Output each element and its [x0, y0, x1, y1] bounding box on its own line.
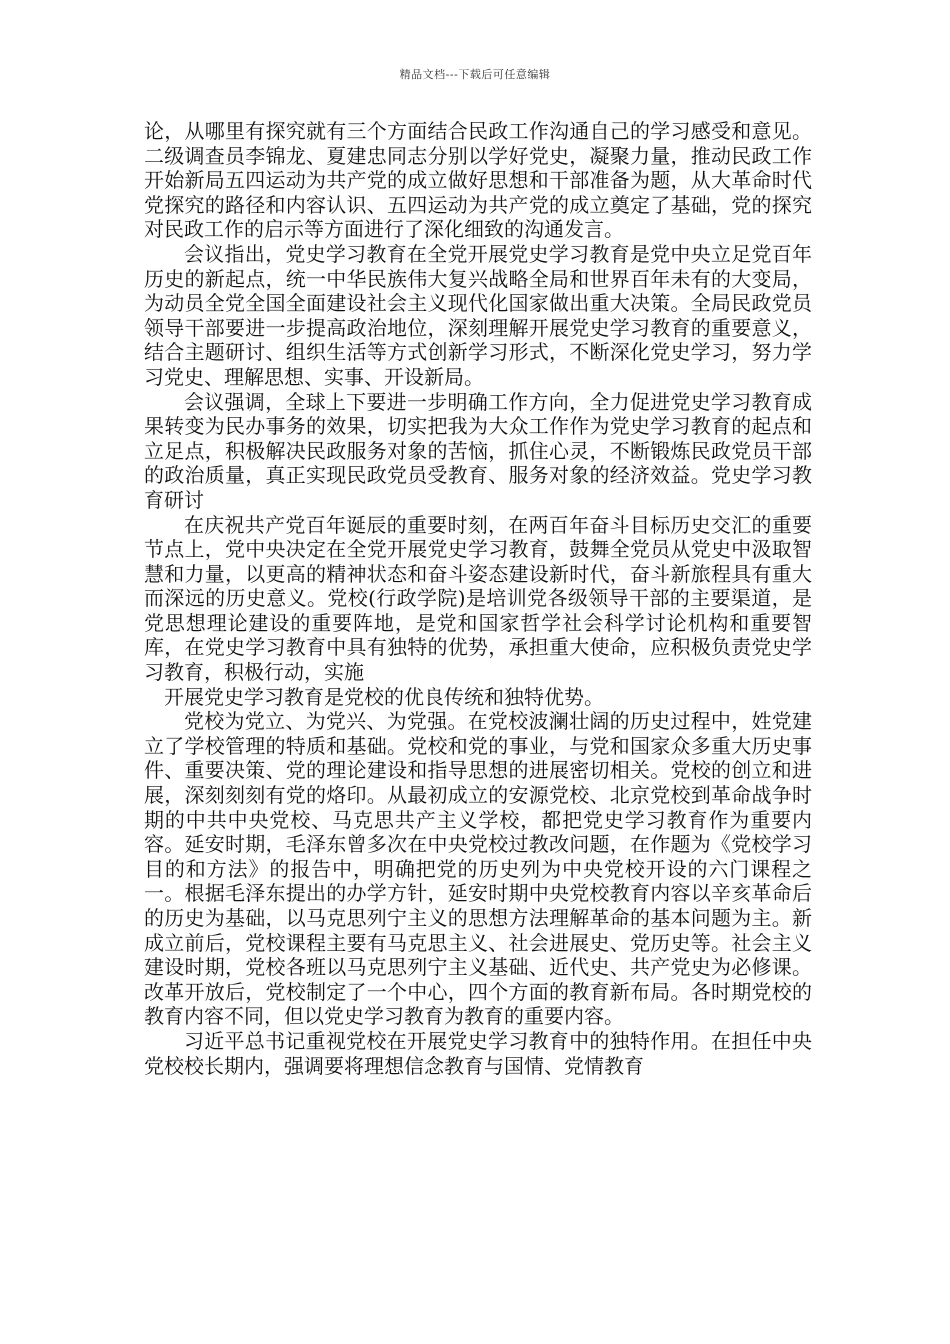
page-header: 精品文档---下载后可任意编辑: [399, 68, 551, 81]
document-body: [144, 119, 812, 1078]
paragraph-3: 会议强调，全球上下要进一步明确工作方向，全力促进党史学习教育成果转变为民办事务的效果，切实把我为大众工作作为党史学习教育的起点和立足点，积极解决民政服务对象的苦恼，抓住心灵，不断锻炼民政党员干部的政治质量，真正实现民政党员受教育、服务对象的经济效益。党史学习教育研讨: [144, 389, 812, 512]
paragraph-6: 党校为党立、为党兴、为党强。在党校波澜壮阔的历史过程中，姓党建立了学校管理的特质和基础。党校和党的事业，与党和国家众多重大历史事件、重要决策、党的理论建设和指导思想的进展密切相关。党校的创立和进展，深刻刻刻有党的烙印。从最初成立的安源党校、北京党校到革命战争时期的中共中央党校、马克思共产主义学校，都把党史学习教育作为重要内容。延安时期，毛泽东曾多次在中央党校过教改问题，在作题为《党校学习目的和方法》的报告中，明确把党的历史列为中央党校开设的六门课程之一。根据毛泽东提出的办学方针，延安时期中央党校教育内容以辛亥革命后的历史为基础，以马克思列宁主义的思想方法理解革命的基本问题为主。新成立前后，党校课程主要有马克思主义、社会进展史、党历史等。社会主义建设时期，党校各班以马克思列宁主义基础、近代史、共产党史为必修课。改革开放后，党校制定了一个中心，四个方面的教育新布局。各时期党校的教育内容不同，但以党史学习教育为教育的重要内容。: [144, 709, 812, 1029]
paragraph-4: 在庆祝共产党百年诞辰的重要时刻，在两百年奋斗目标历史交汇的重要节点上，党中央决定在全党开展党史学习教育，鼓舞全党员从党史中汲取智慧和力量，以更高的精神状态和奋斗姿态建设新时代，奋斗新旅程具有重大而深远的历史意义。党校(行政学院)是培训党各级领导干部的主要渠道，是党思想理论建设的重要阵地，是党和国家哲学社会科学讨论机构和重要智库，在党史学习教育中具有独特的优势，承担重大使命，应积极负责党史学习教育，积极行动，实施: [144, 512, 812, 685]
paragraph-1: 论，从哪里有探究就有三个方面结合民政工作沟通自己的学习感受和意见。二级调查员李锦龙、夏建忠同志分别以学好党史，凝聚力量，推动民政工作开始新局五四运动为共产党的成立做好思想和干部准备为题，从大革命时代党探究的路径和内容认识、五四运动为共产党的成立奠定了基础，党的探究对民政工作的启示等方面进行了深化细致的沟通发言。: [144, 119, 812, 242]
paragraph-5: 开展党史学习教育是党校的优良传统和独特优势。: [164, 684, 604, 709]
paragraph-2: 会议指出，党史学习教育在全党开展党史学习教育是党中央立足党百年历史的新起点，统一中华民族伟大复兴战略全局和世界百年未有的大变局，为动员全党全国全面建设社会主义现代化国家做出重大决策。全局民政党员领导干部要进一步提高政治地位，深刻理解开展党史学习教育的重要意义，结合主题研讨、组织生活等方式创新学习形式，不断深化党史学习，努力学习党史、理解思想、实事、开设新局。: [144, 241, 812, 389]
paragraph-7: 习近平总书记重视党校在开展党史学习教育中的独特作用。在担任中央党校校长期内，强调要将理想信念教育与国情、党情教育: [144, 1028, 812, 1078]
